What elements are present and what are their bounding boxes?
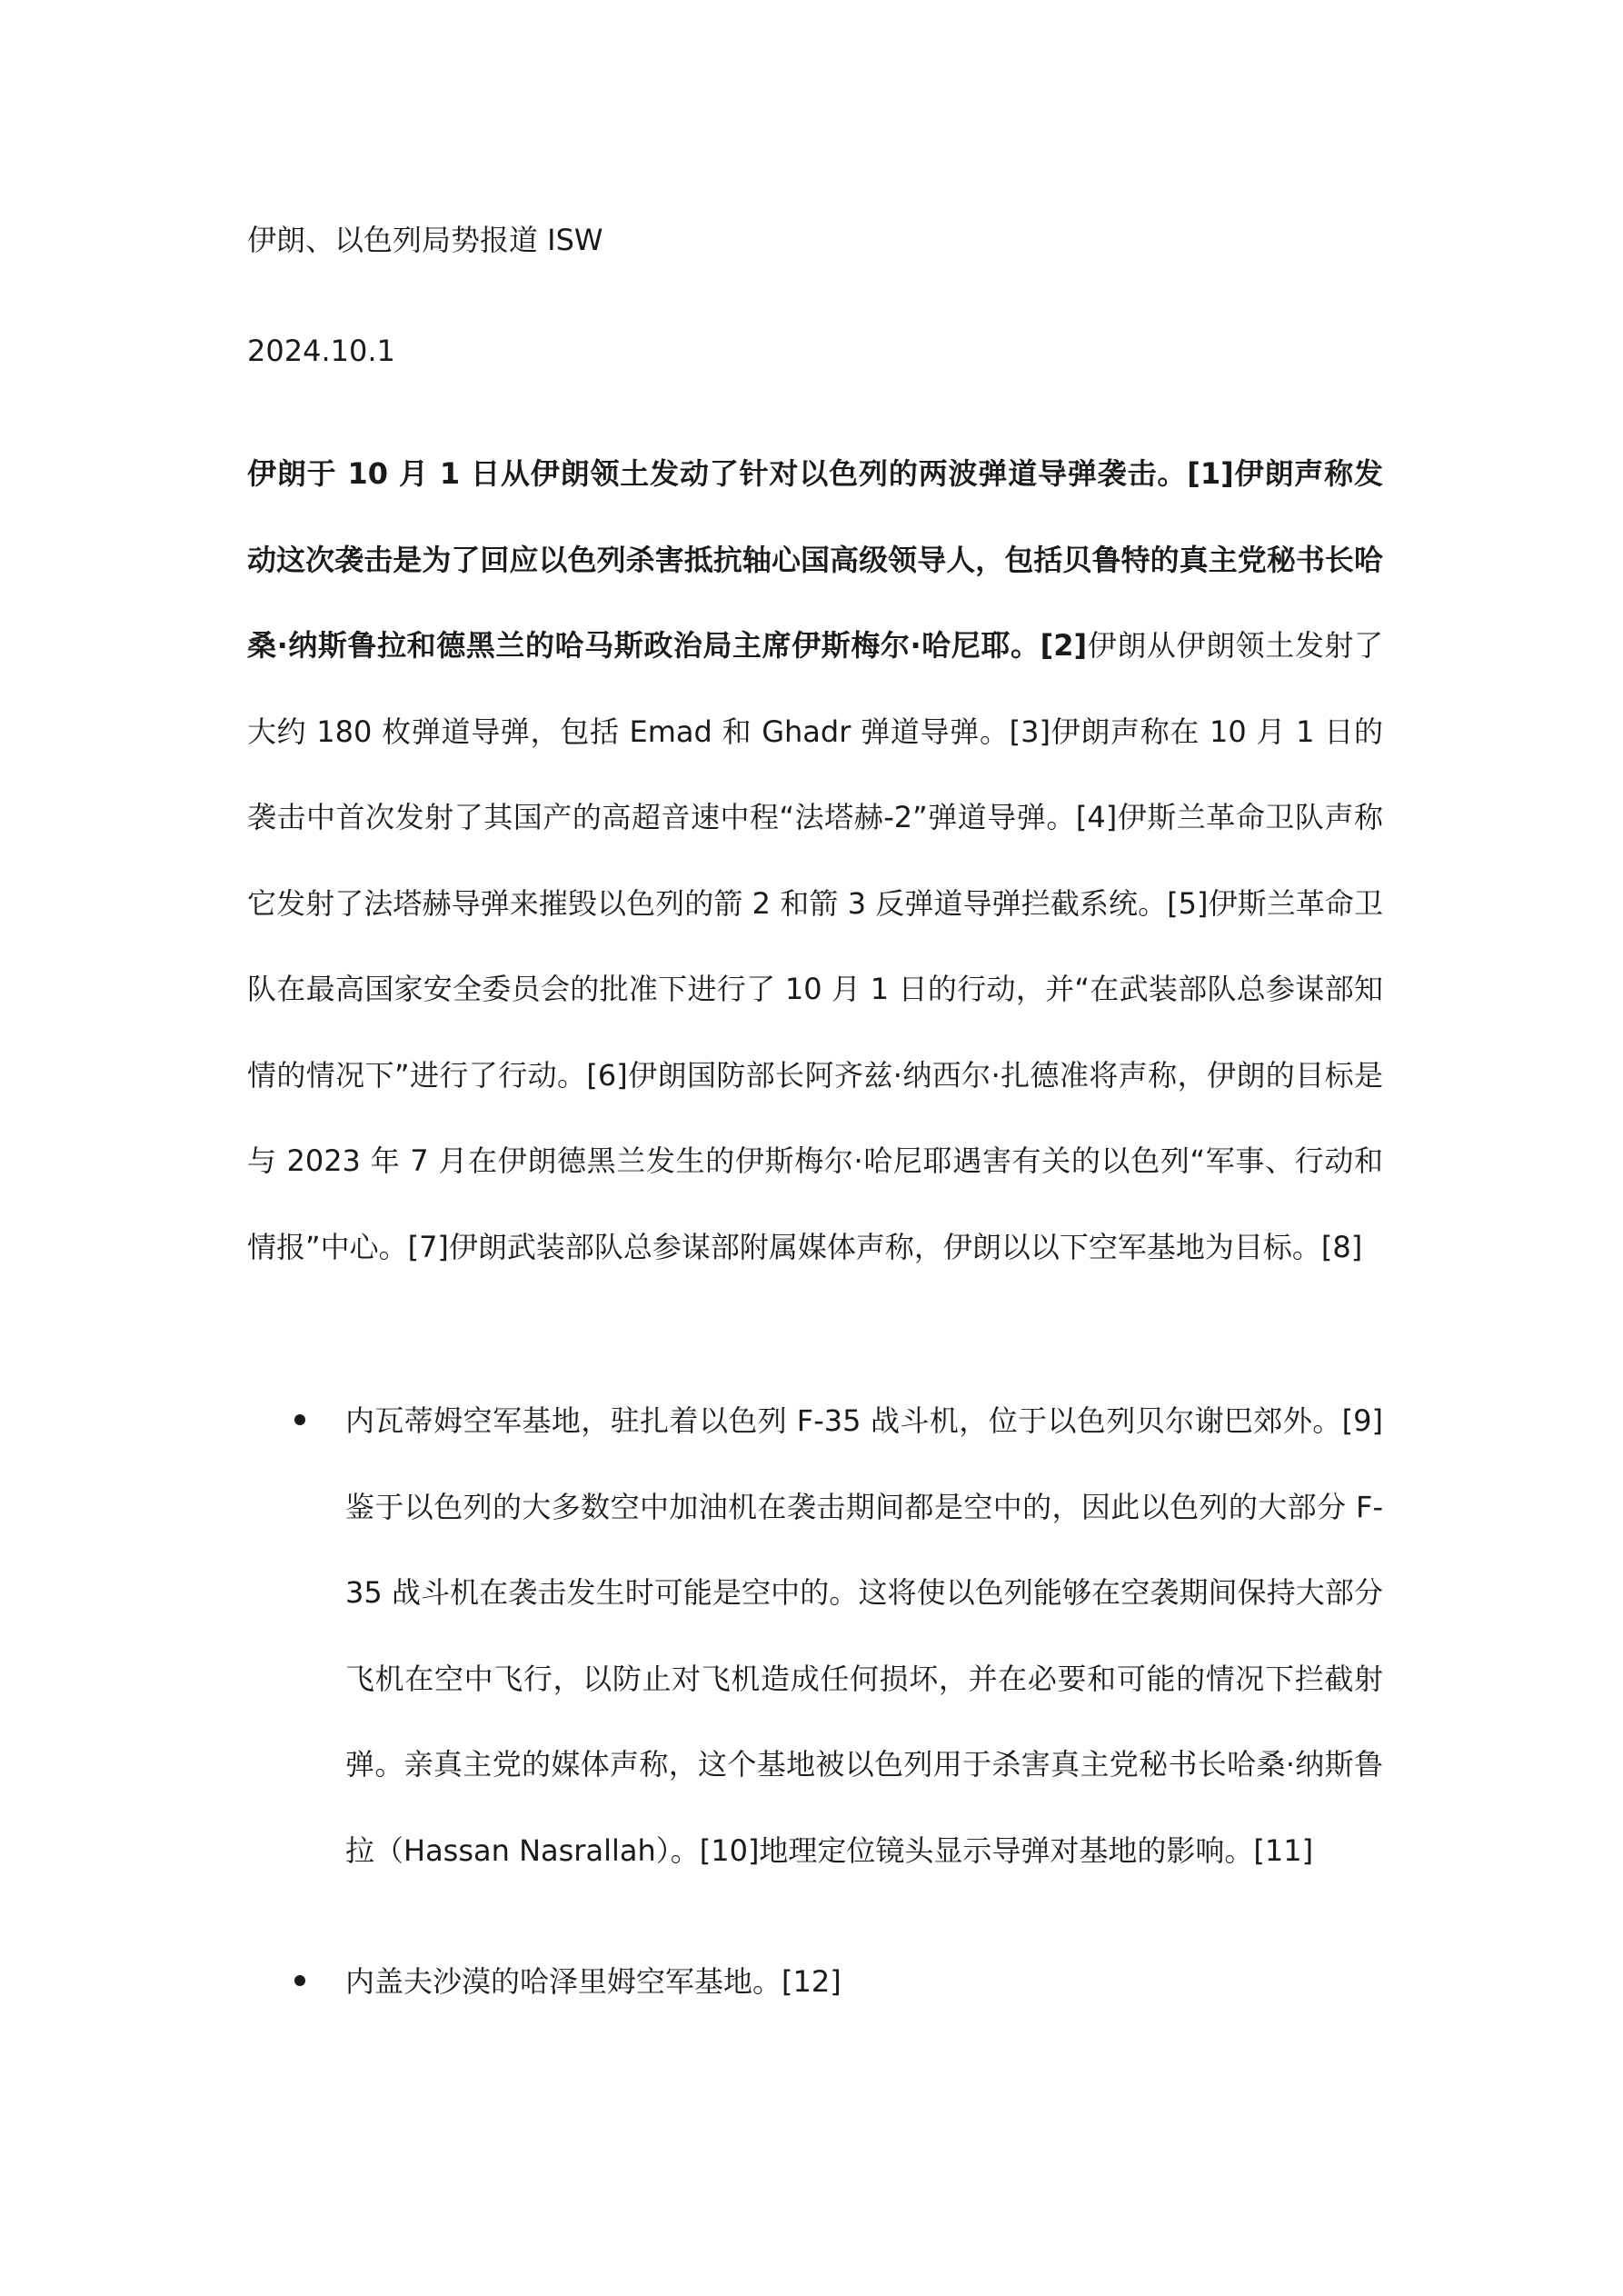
paragraph-text: 伊朗从伊朗领土发射了大约 180 枚弹道导弹，包括 Emad 和 Ghadr 弹道导弹。[3]伊朗声称在 10 月 1 日的袭击中首次发射了其国产的高超音速中程“法塔赫-2”弹道导弹。[4]伊斯兰革命卫队声称它发射了法塔赫导弹来摧毁以色列的箭 2 和箭 3 反弹道导弹拦截系统。[5]伊斯兰革命卫队在最高国家安全委员会的批准下进行了 10 月 1 日的行动，并“在武装部队总参谋部知情的情况下”进行了行动。[6]伊朗国防部长阿齐兹·纳西尔·扎德准将声称，伊朗的目标是与 2023 年 7 月在伊朗德黑兰发生的伊斯梅尔·哈尼耶遇害有关的以色列“军事、行动和情报”中心。[7]伊朗武装部队总参谋部附属媒体声称，伊朗以以下空军基地为目标。[8] [247, 628, 1383, 1264]
list-item [247, 1939, 1383, 2025]
document-title: 伊朗、以色列局势报道 ISW [247, 223, 603, 257]
list-item-text: 内盖夫沙漠的哈泽里姆空军基地。[12] [345, 1964, 841, 1999]
bullet-dot-icon [294, 1975, 305, 1986]
bullet-list [247, 1378, 1383, 2025]
list-item-text: 内瓦蒂姆空军基地，驻扎着以色列 F-35 战斗机，位于以色列贝尔谢巴郊外。[9]鉴于以色列的大多数空中加油机在袭击期间都是空中的，因此以色列的大部分 F-35 战斗机在袭击发生时可能是空中的。这将使以色列能够在空袭期间保持大部分飞机在空中飞行，以防止对飞机造成任何损坏，并在必要和可能的情况下拦截射弹。亲真主党的媒体声称，这个基地被以色列用于杀害真主党秘书长哈桑·纳斯鲁拉（Hassan Nasrallah）。[10]地理定位镜头显示导弹对基地的影响。[11] [345, 1403, 1383, 1868]
body-paragraph [247, 431, 1383, 1290]
bold-lead-text: 伊朗于 10 月 1 日从伊朗领土发动了针对以色列的两波弹道导弹袭击。[1]伊朗声称发动这次袭击是为了回应以色列杀害抵抗轴心国高级领导人，包括贝鲁特的真主党秘书长哈桑·纳斯鲁拉和德黑兰的哈马斯政治局主席伊斯梅尔·哈尼耶。[2] [247, 456, 1383, 663]
bullet-dot-icon [294, 1414, 305, 1425]
document-date: 2024.10.1 [247, 334, 395, 368]
list-item [247, 1378, 1383, 1893]
